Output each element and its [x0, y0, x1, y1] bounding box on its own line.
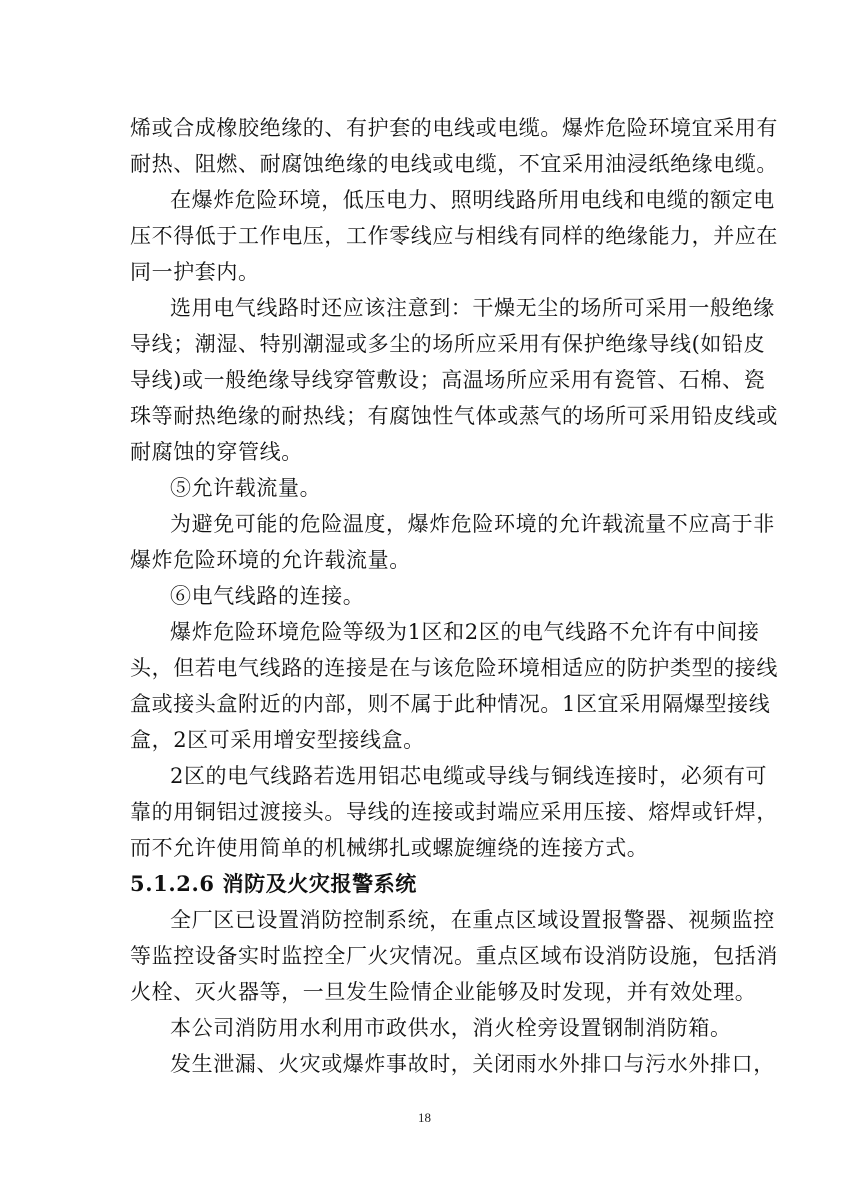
paragraph-line: 火栓、灭火器等，一旦发生险情企业能够及时发现，并有效处理。: [130, 980, 757, 1004]
paragraph-line: 选用电气线路时还应该注意到：干燥无尘的场所可采用一般绝缘: [170, 296, 775, 320]
paragraph-line: 烯或合成橡胶绝缘的、有护套的电线或电缆。爆炸危险环境宜采用有: [130, 116, 778, 140]
paragraph-line: 在爆炸危险环境，低压电力、照明线路所用电线和电缆的额定电: [170, 188, 775, 212]
paragraph-line: 为避免可能的危险温度，爆炸危险环境的允许载流量不应高于非: [170, 512, 775, 536]
paragraph-line: 全厂区已设置消防控制系统，在重点区域设置报警器、视频监控: [170, 908, 775, 932]
section-heading: 5.1.2.6 消防及火灾报警系统: [130, 871, 417, 896]
paragraph-line: 导线；潮湿、特别潮湿或多尘的场所应采用有保护绝缘导线(如铅皮: [130, 332, 766, 356]
paragraph-line: 爆炸危险环境危险等级为1区和2区的电气线路不允许有中间接: [170, 620, 760, 644]
list-item-heading: ⑥电气线路的连接。: [170, 584, 365, 608]
paragraph-line: 耐热、阻燃、耐腐蚀绝缘的电线或电缆，不宜采用油浸纸绝缘电缆。: [130, 152, 778, 176]
paragraph-line: 盒或接头盒附近的内部，则不属于此种情况。1区宜采用隔爆型接线: [130, 692, 771, 716]
paragraph-line: 耐腐蚀的穿管线。: [130, 440, 303, 464]
paragraph-line: 爆炸危险环境的允许载流量。: [130, 548, 411, 572]
paragraph-line: 珠等耐热绝缘的耐热线；有腐蚀性气体或蒸气的场所可采用铅皮线或: [130, 404, 778, 428]
paragraph-line: 本公司消防用水利用市政供水，消火栓旁设置钢制消防箱。: [170, 1016, 732, 1040]
paragraph-line: 靠的用铜铝过渡接头。导线的连接或封端应采用压接、熔焊或钎焊，: [130, 800, 778, 824]
paragraph-line: 盒，2区可采用增安型接线盒。: [130, 728, 425, 752]
page-number: 18: [418, 1110, 431, 1125]
paragraph-line: 导线)或一般绝缘导线穿管敷设；高温场所应采用有瓷管、石棉、瓷: [130, 368, 766, 392]
paragraph-line: 压不得低于工作电压，工作零线应与相线有同样的绝缘能力，并应在: [130, 224, 778, 248]
paragraph-line: 等监控设备实时监控全厂火灾情况。重点区域布设消防设施，包括消: [130, 944, 778, 968]
paragraph-line: 同一护套内。: [130, 260, 260, 284]
paragraph-line: 发生泄漏、火灾或爆炸事故时，关闭雨水外排口与污水外排口，: [170, 1052, 775, 1076]
paragraph-line: 2区的电气线路若选用铝芯电缆或导线与铜线连接时，必须有可: [170, 764, 768, 788]
list-item-heading: ⑤允许载流量。: [170, 476, 322, 500]
paragraph-line: 而不允许使用简单的机械绑扎或螺旋缠绕的连接方式。: [130, 836, 649, 860]
paragraph-line: 头，但若电气线路的连接是在与该危险环境相适应的防护类型的接线: [130, 656, 778, 680]
